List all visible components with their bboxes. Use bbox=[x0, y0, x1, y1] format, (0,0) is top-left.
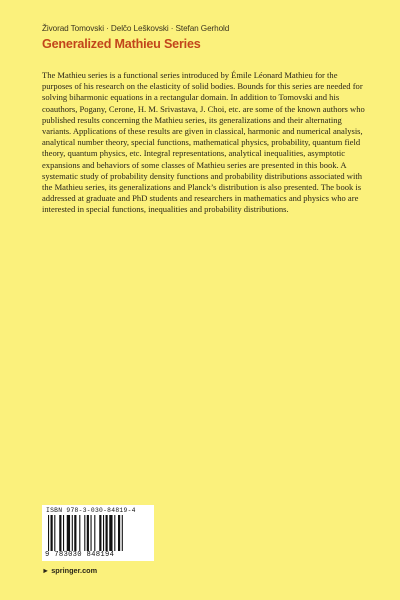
publisher-link[interactable]: ► springer.com bbox=[42, 566, 98, 575]
barcode-box bbox=[42, 505, 154, 561]
barcode-digits: 9 783030 848194 bbox=[45, 551, 115, 559]
isbn-label: ISBN 978-3-030-84819-4 bbox=[46, 507, 136, 514]
book-title: Generalized Mathieu Series bbox=[42, 37, 201, 51]
blurb-text: The Mathieu series is a functional series introduced by Émile Léonard Mathieu for the purposes of his research on the elasticity of solid bodies. Bounds for this series are needed for solving biharmonic equations in a rectangular domain. In addition to Tomovski and his coauthors, Pogany, Cerone, H. M. Srivastava, J. Choi, etc. are some of the known authors who published results concerning the Mathieu series, its generalizations and their alternating variants. Applications of these results are given in classical, harmonic and numerical analysis, analytical number theory, special functions, mathematical physics, probability, quantum field theory, quantum physics, etc. Integral representations, analytical inequalities, asymptotic expansions and behaviors of some classes of Mathieu series are presented in this book. A systematic study of probability density functions and probability distributions associated with the Mathieu series, its generalizations and Planck’s distribution is also presented. The book is addressed at graduate and PhD students and researchers in mathematics and physics who are interested in special functions, inequalities and probability distributions. bbox=[42, 70, 365, 215]
barcode-icon bbox=[48, 515, 148, 551]
authors-line: Živorad Tomovski · Delčo Leškovski · Stefan Gerhold bbox=[42, 24, 230, 33]
